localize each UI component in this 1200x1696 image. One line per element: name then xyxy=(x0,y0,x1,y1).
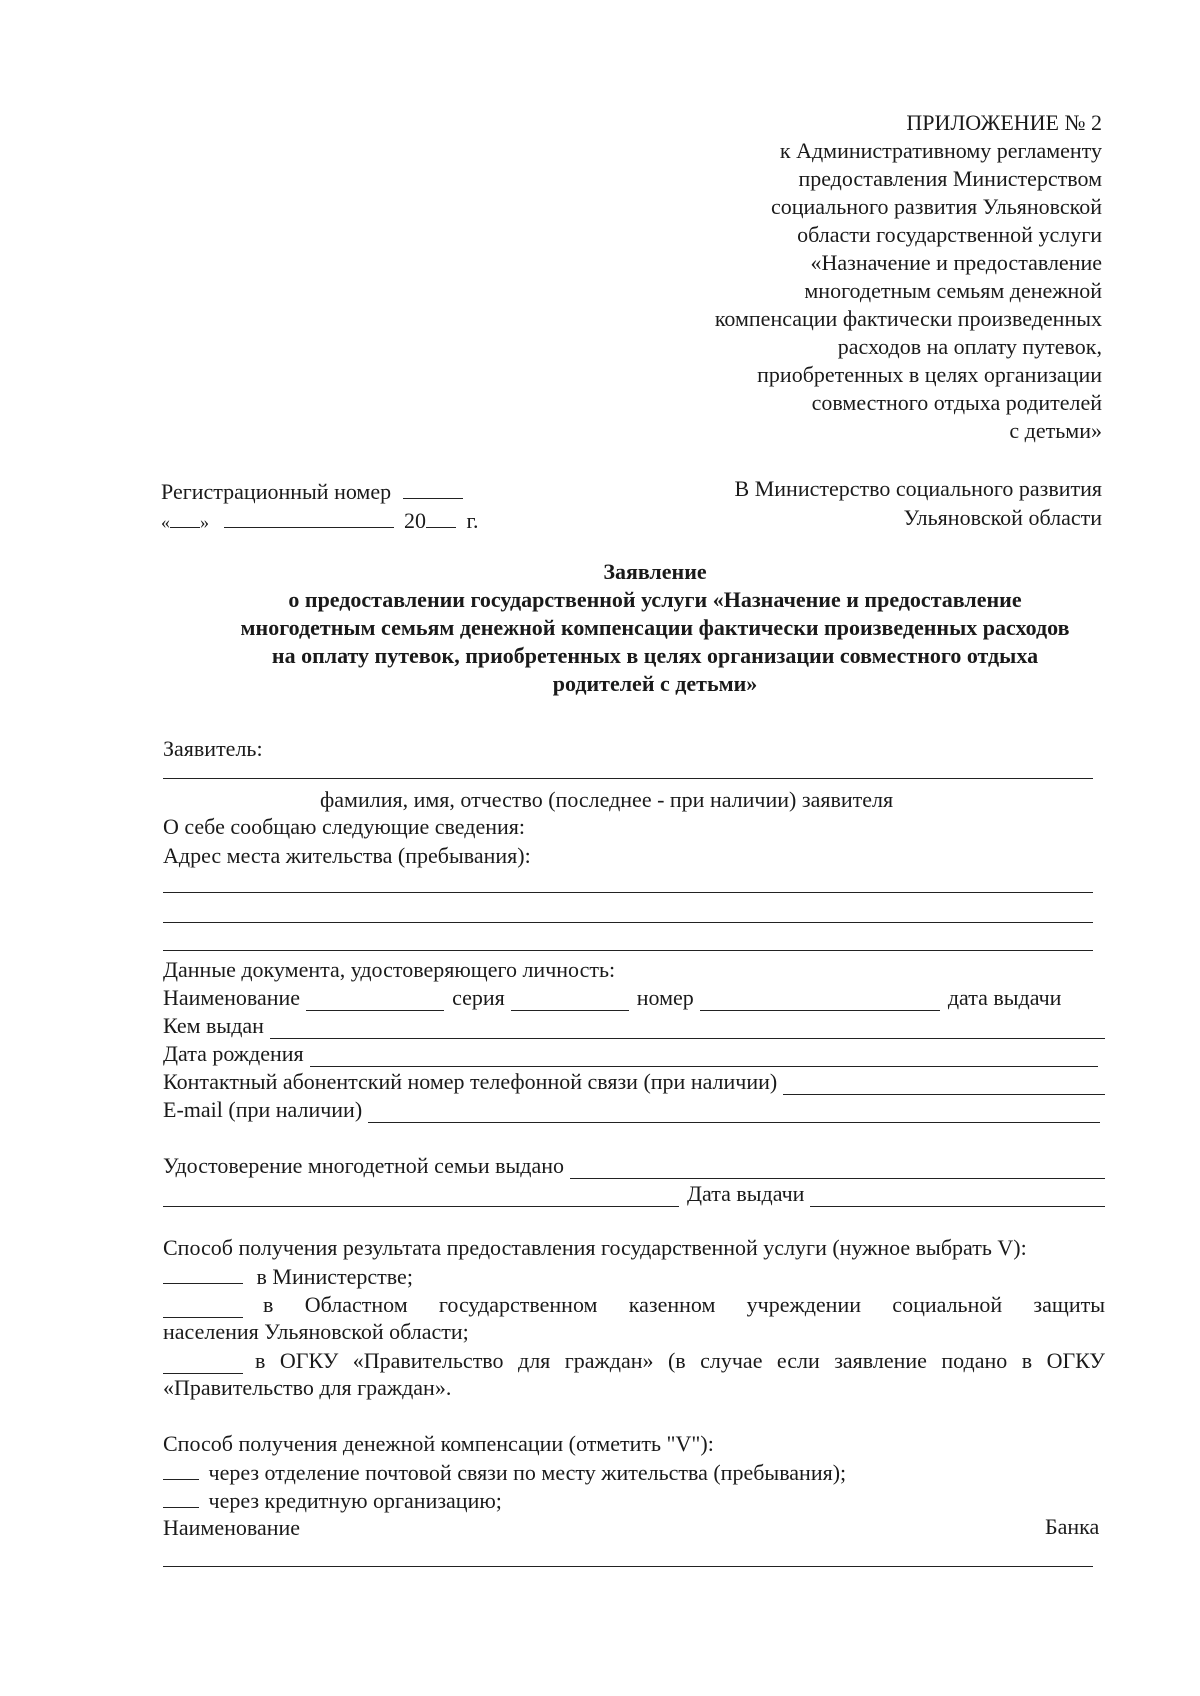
appendix-line: компенсации фактически произведенных xyxy=(714,306,1102,331)
address-label: Адрес места жительства (пребывания): xyxy=(163,843,531,868)
identity-heading: Данные документа, удостоверяющего личность: xyxy=(163,957,616,982)
result-option-ministry xyxy=(163,1262,413,1290)
result-method-heading: Способ получения результата предоставления государственной услуги (нужное выбрать V): xyxy=(163,1235,1027,1260)
about-label: О себе сообщаю следующие сведения: xyxy=(163,814,526,839)
title-line: Заявление xyxy=(603,559,707,584)
certificate-issued-field[interactable] xyxy=(570,1157,1105,1179)
identity-number-field[interactable] xyxy=(700,989,940,1011)
result-option-ogku-checkbox[interactable] xyxy=(163,1296,243,1318)
applicant-name-field[interactable] xyxy=(163,778,1093,779)
appendix-line: области государственной услуги xyxy=(797,222,1102,247)
identity-name-label: Наименование xyxy=(163,985,301,1010)
phone-field[interactable] xyxy=(783,1073,1105,1095)
certificate-date-field[interactable] xyxy=(810,1185,1105,1207)
addressee-block xyxy=(600,475,1102,533)
applicant-label: Заявитель: xyxy=(163,736,263,761)
result-option-ogku-label-2: населения Ульяновской области; xyxy=(163,1319,469,1344)
registration-month-field[interactable] xyxy=(224,506,394,528)
title-line: о предоставлении государственной услуги «Назначение и предоставление xyxy=(288,587,1022,612)
result-option-gov-checkbox[interactable] xyxy=(163,1352,243,1374)
email-row xyxy=(163,1095,1100,1123)
result-option-ogku-row xyxy=(163,1290,1105,1318)
registration-number-row xyxy=(161,477,521,506)
compensation-method-heading: Способ получения денежной компенсации (отметить "V"): xyxy=(163,1431,714,1456)
issued-by-label: Кем выдан xyxy=(163,1013,264,1038)
registration-number-label: Регистрационный номер xyxy=(161,479,392,504)
phone-row xyxy=(163,1067,1105,1095)
title-line: родителей с детьми» xyxy=(552,671,758,696)
address-field-line-1[interactable] xyxy=(163,892,1093,893)
year-prefix: 20 xyxy=(404,508,426,533)
identity-issue-date-label: дата выдачи xyxy=(947,985,1062,1010)
appendix-line: социального развития Ульяновской xyxy=(770,194,1102,219)
birth-date-label: Дата рождения xyxy=(163,1041,304,1066)
appendix-line: к Административному регламенту xyxy=(779,138,1102,163)
result-option-ogku-label: в Областном государственном казенном учреждении социальной защиты xyxy=(263,1292,1105,1317)
compensation-option-post xyxy=(163,1458,846,1486)
appendix-line: многодетным семьям денежной xyxy=(804,278,1102,303)
issued-by-row xyxy=(163,1011,1105,1039)
email-field[interactable] xyxy=(368,1101,1100,1123)
identity-series-field[interactable] xyxy=(511,989,629,1011)
appendix-line: «Назначение и предоставление xyxy=(810,250,1102,275)
result-option-ministry-label: в Министерстве; xyxy=(256,1264,413,1289)
result-option-gov-label: в ОГКУ «Правительство для граждан» (в случае если заявление подано в ОГКУ xyxy=(255,1348,1105,1373)
certificate-row xyxy=(163,1151,1105,1179)
compensation-option-post-checkbox[interactable] xyxy=(163,1458,199,1480)
certificate-issuer-field-2[interactable] xyxy=(163,1185,679,1207)
certificate-date-label: Дата выдачи xyxy=(687,1181,805,1206)
appendix-header xyxy=(600,109,1102,445)
result-option-ministry-checkbox[interactable] xyxy=(163,1262,243,1284)
date-open-quote: « xyxy=(161,512,170,532)
result-option-gov-row xyxy=(163,1346,1105,1374)
bank-name-field[interactable] xyxy=(163,1566,1093,1567)
result-option-gov-label-2: «Правительство для граждан». xyxy=(163,1375,452,1400)
address-field-line-2[interactable] xyxy=(163,922,1093,923)
issued-by-field[interactable] xyxy=(270,1017,1105,1039)
registration-block xyxy=(161,477,521,535)
certificate-date-row xyxy=(163,1179,1105,1207)
title-line: на оплату путевок, приобретенных в целях организации совместного отдыха xyxy=(271,643,1039,668)
appendix-line: совместного отдыха родителей xyxy=(811,390,1102,415)
registration-date-row xyxy=(161,506,521,535)
year-suffix: г. xyxy=(466,508,479,533)
registration-day-field[interactable] xyxy=(170,506,200,528)
addressee-line: В Министерство социального развития xyxy=(734,476,1102,501)
certificate-issued-label: Удостоверение многодетной семьи выдано xyxy=(163,1153,565,1178)
appendix-line: предоставления Министерством xyxy=(798,166,1102,191)
appendix-line: расходов на оплату путевок, xyxy=(837,334,1102,359)
phone-label: Контактный абонентский номер телефонной связи (при наличии) xyxy=(163,1069,778,1094)
addressee-line: Ульяновской области xyxy=(903,505,1102,530)
title-line: многодетным семьям денежной компенсации фактически произведенных расходов xyxy=(240,615,1070,640)
email-label: E-mail (при наличии) xyxy=(163,1097,363,1122)
identity-number-label: номер xyxy=(636,985,694,1010)
compensation-option-bank-label: через кредитную организацию; xyxy=(208,1488,502,1513)
compensation-option-bank-checkbox[interactable] xyxy=(163,1486,199,1508)
compensation-option-bank xyxy=(163,1486,502,1514)
compensation-option-post-label: через отделение почтовой связи по месту жительства (пребывания); xyxy=(208,1460,847,1485)
bank-label: Банка xyxy=(1045,1514,1100,1539)
registration-number-field[interactable] xyxy=(403,477,463,499)
appendix-line: ПРИЛОЖЕНИЕ № 2 xyxy=(906,110,1102,135)
bank-name-label: Наименование xyxy=(163,1515,301,1540)
birth-date-field[interactable] xyxy=(310,1045,1098,1067)
appendix-line: приобретенных в целях организации xyxy=(757,362,1102,387)
registration-year-field[interactable] xyxy=(426,506,456,528)
applicant-name-caption: фамилия, имя, отчество (последнее - при наличии) заявителя xyxy=(320,787,894,812)
birth-date-row xyxy=(163,1039,1098,1067)
appendix-line: с детьми» xyxy=(1009,418,1102,443)
address-field-line-3[interactable] xyxy=(163,950,1093,951)
document-title xyxy=(120,558,1190,698)
identity-series-label: серия xyxy=(452,985,505,1010)
identity-name-field[interactable] xyxy=(306,989,444,1011)
identity-doc-row xyxy=(163,983,1105,1011)
date-close-quote: » xyxy=(200,512,209,532)
